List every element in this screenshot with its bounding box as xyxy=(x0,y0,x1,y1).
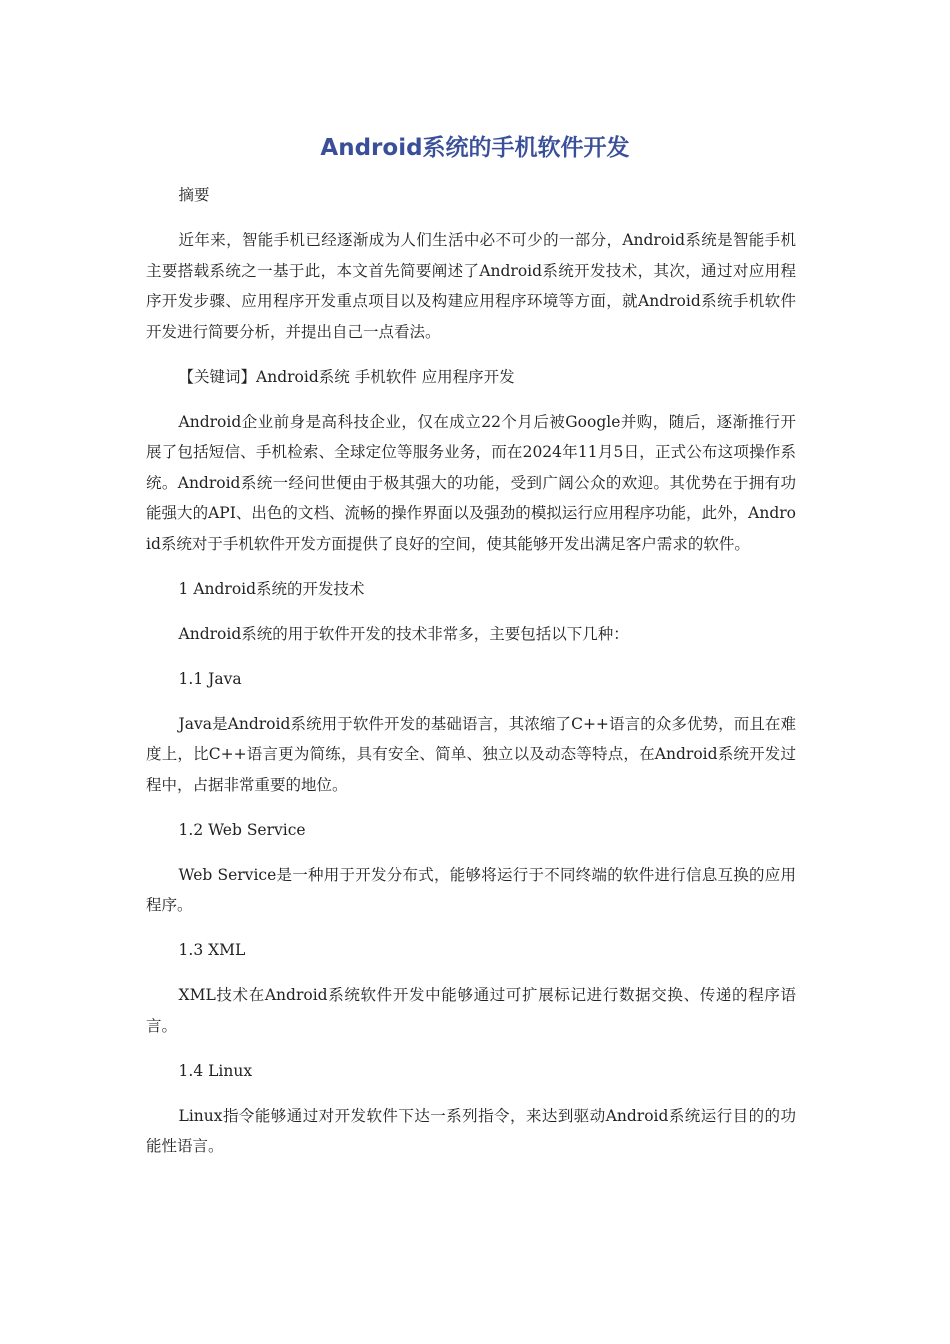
section-1-2-paragraph: Web Service是一种用于开发分布式，能够将运行于不同终端的软件进行信息互换的应用程序。 xyxy=(146,865,796,914)
section-1-heading: 1 Android系统的开发技术 xyxy=(178,579,365,598)
section-1-1-paragraph: Java是Android系统用于软件开发的基础语言，其浓缩了C++语言的众多优势，而且在难度上，比C++语言更为简练，具有安全、简单、独立以及动态等特点，在Android系统开发过程中，占据非常重要的地位。 xyxy=(146,714,796,794)
keywords-line: 【关键词】Android系统 手机软件 应用程序开发 xyxy=(178,367,515,386)
document-title: Android系统的手机软件开发 xyxy=(320,135,630,161)
section-1-intro: Android系统的用于软件开发的技术非常多，主要包括以下几种： xyxy=(178,624,629,643)
abstract-paragraph: 近年来，智能手机已经逐渐成为人们生活中必不可少的一部分，Android系统是智能手机主要搭载系统之一基于此，本文首先简要阐述了Android系统开发技术，其次，通过对应用程序开发步骤、应用程序开发重点项目以及构建应用程序环境等方面，就Android系统手机软件开发进行简要分析，并提出自己一点看法。 xyxy=(146,231,796,341)
section-1-3-paragraph: XML技术在Android系统软件开发中能够通过可扩展标记进行数据交换、传递的程序语言。 xyxy=(146,986,796,1035)
section-1-1-heading: 1.1 Java xyxy=(178,669,242,688)
section-1-2-heading: 1.2 Web Service xyxy=(178,820,306,839)
section-1-4-paragraph: Linux指令能够通过对开发软件下达一系列指令，来达到驱动Android系统运行目的的功能性语言。 xyxy=(146,1106,796,1155)
section-1-4-heading: 1.4 Linux xyxy=(178,1061,253,1080)
intro-paragraph: Android企业前身是高科技企业，仅在成立22个月后被Google并购，随后，逐渐推行开展了包括短信、手机检索、全球定位等服务业务，而在2024年11月5日，正式公布这项操作系统。Android系统一经问世便由于极其强大的功能，受到广阔公众的欢迎。其优势在于拥有功能强大的API、出色的文档、流畅的操作界面以及强劲的模拟运行应用程序功能，此外，Android系统对于手机软件开发方面提供了良好的空间，使其能够开发出满足客户需求的软件。 xyxy=(146,412,796,553)
abstract-label: 摘要 xyxy=(178,186,210,204)
section-1-3-heading: 1.3 XML xyxy=(178,941,246,959)
document-body xyxy=(146,180,796,1176)
